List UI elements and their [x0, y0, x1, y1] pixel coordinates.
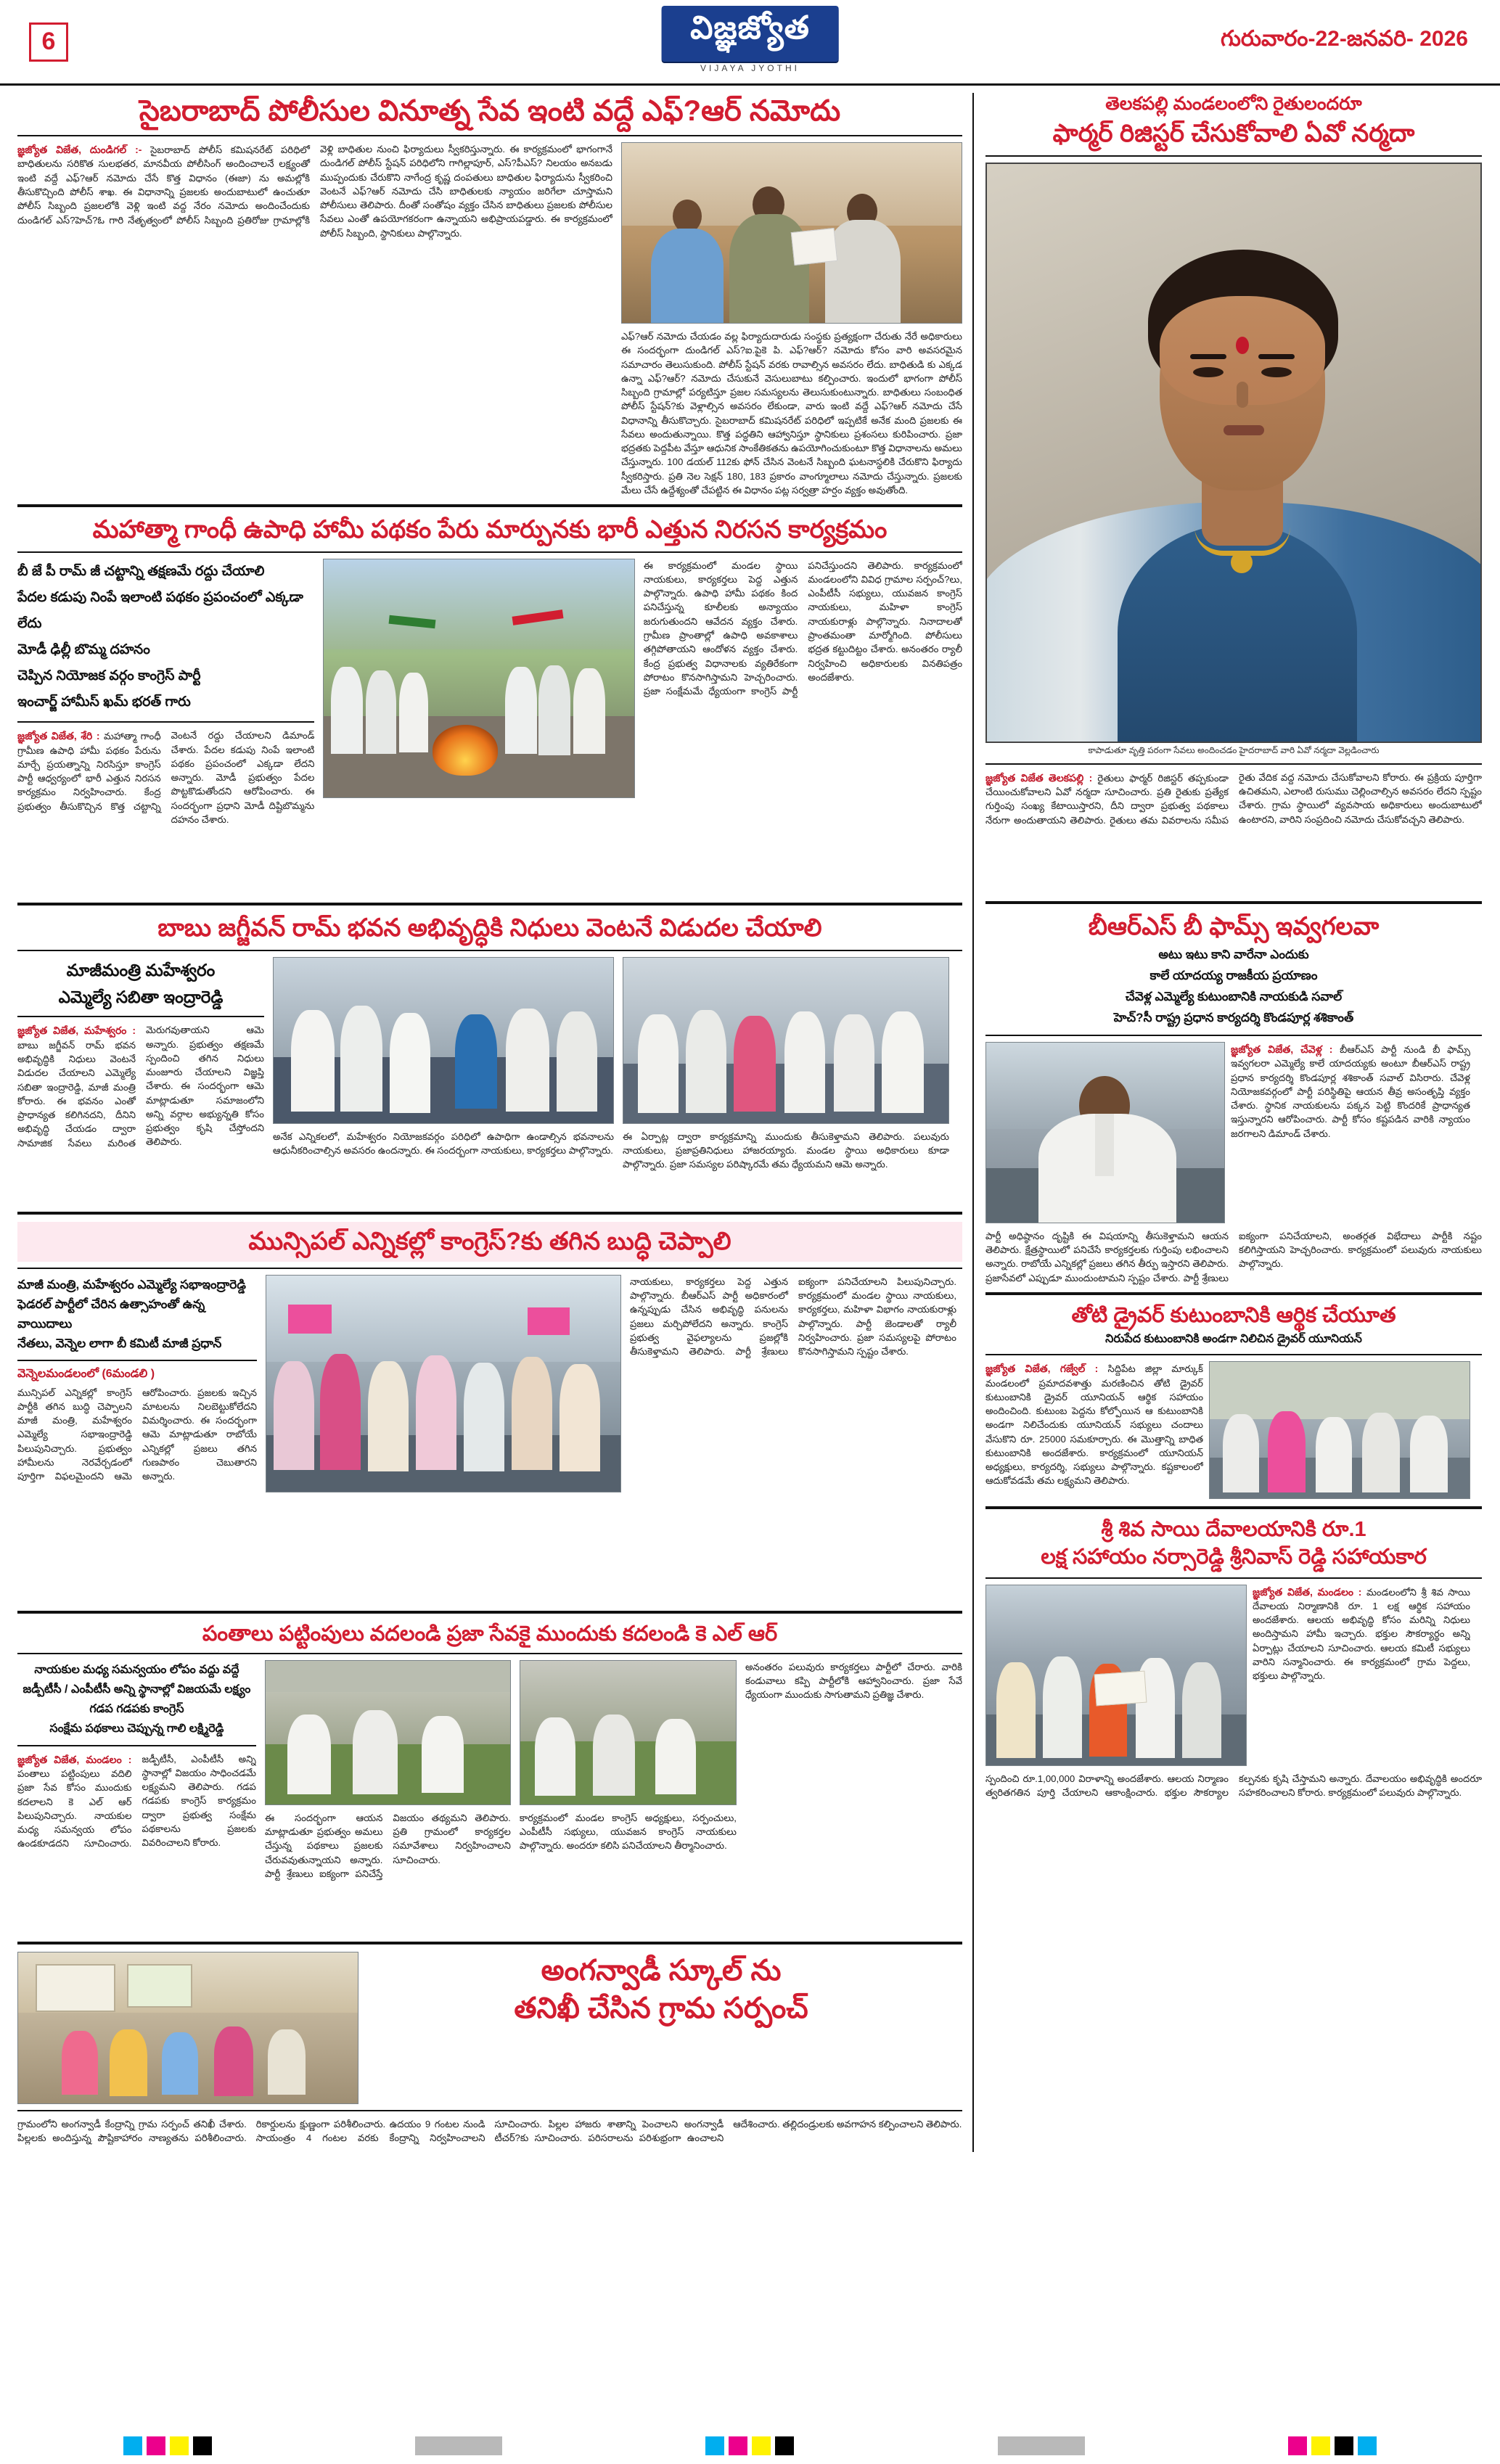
cb-cyan [123, 2436, 142, 2455]
colorbar-group-3 [1288, 2436, 1377, 2455]
colorbar-group-1 [123, 2436, 212, 2455]
logo-badge-text: విజ్ఞజ్యోత [661, 6, 839, 62]
r2-byline: జ్ఞజ్యోత విజేత, చేవెళ్ల : [1231, 1043, 1333, 1055]
page-number: 6 [29, 22, 68, 62]
article2-photo [323, 559, 634, 798]
article2-point-1: పేదల కడుపు నింపే ఇలాంటి పథకం ప్రపంచంలో ఎక్కడా లేదు [17, 589, 303, 631]
print-registration-bars [0, 2436, 1500, 2455]
article3-body: బాబు జగ్జీవన్ రామ్ భవన అభివృద్ధికి నిధులు వెంటనే విడుదల చేయాలని ఎమ్మెల్యే సబితా ఇంద్రారెడ్డి, మాజీ మంత్రి కోరారు. ఈ భవనం ఎంతో ప్రాధాన్యత కలిగినదని, దీనిని అభివృద్ధి చేయడం ద్వారా సామాజిక సేవలు మరింత మెరుగవుతాయని ఆమె అన్నారు. ప్రభుత్వం తక్షణమే స్పందించి తగిన నిధులు మంజూరు చేయాలని విజ్ఞప్తి చేశారు. ఈ సందర్భంగా ఆమె మాట్లాడుతూ సమాజంలోని అన్ని వర్గాల అభ్యున్నతి కోసం ప్రభుత్వం కృషి చేస్తోందని తెలిపారు. [17, 1024, 264, 1149]
article3-body3: ఈ ఏర్పాట్ల ద్వారా కార్యక్రమాన్ని ముందుకు తీసుకెళ్తామని తెలిపారు. పలువురు నాయకులు, ప్రజాప్రతినిధులు హాజరయ్యారు. మండల స్థాయి అధికారులు కూడా పాల్గొన్నారు. ప్రజా సమస్యల పరిష్కారమే తమ ధ్యేయమని ఆమె అన్నారు. [623, 1130, 949, 1170]
r2-sub1: అటు ఇటు కాని వారేనా ఎందుకు [1158, 948, 1309, 962]
page-content [0, 86, 1500, 2152]
r3-byline: జ్ఞజ్యోత విజేత, గజ్వేల్ : [985, 1363, 1099, 1375]
r1-caption: కాపాడుతూ వృత్తి పరంగా సేవలు అందించడం హైదరాబాద్ వారి ఏవో నర్మదా వెల్లడించారు [1088, 744, 1380, 755]
article5-sub4: సంక్షేమ పథకాలు చెప్పున్న గాలి లక్ష్మిరెడ్డి [49, 1722, 224, 1736]
article2-body: మహాత్మా గాంధీ గ్రామీణ ఉపాధి హామీ పథకం పేరును మార్చే ప్రయత్నాన్ని నిరసిస్తూ కాంగ్రెస్ పార్టీ ఆధ్వర్యంలో భారీ ఎత్తున నిరసన కార్యక్రమం నిర్వహించారు. కేంద్ర ప్రభుత్వం తీసుకొచ్చిన కొత్త చట్టాన్ని వెంటనే రద్దు చేయాలని డిమాండ్ చేశారు. పేదల కడుపు నింపే ఇలాంటి పథకం ప్రపంచంలో ఎక్కడా లేదని అన్నారు. మోడీ ప్రభుత్వం పేదల పొట్టకొడుతోందని ఆరోపించారు. ఈ సందర్భంగా ప్రధాని మోడీ దిష్టిబొమ్మను దహనం చేశారు. [17, 730, 315, 825]
logo-subtitle: VIJAYA JYOTHI [700, 63, 800, 73]
article-anganwadi-inspection [17, 1952, 962, 2145]
article6-headline-line1: అంగన్వాడీ స్కూల్ ను [541, 1954, 782, 1987]
article5-body: పంతాలు పట్టింపులు వదిలి ప్రజా సేవ కోసం ముందుకు కదలాలని కె ఎల్ ఆర్ పిలుపునిచ్చారు. నాయకుల మధ్య సమన్వయ లోపం ఉండకూడదని సూచించారు. జడ్పీటీసీ, ఎంపీటీసీ అన్ని స్థానాల్లో విజయం సాధించడమే లక్ష్యమని తెలిపారు. గడప గడపకు కాంగ్రెస్ కార్యక్రమం ద్వారా ప్రభుత్వ సంక్షేమ పథకాలను ప్రజలకు వివరించాలని కోరారు. [17, 1753, 256, 1849]
article1-body: సైబరాబాద్ పోలీస్ కమిషనరేట్ పరిధిలో బాధితులను సరికొత సులభతర, మానవీయ పోలీసింగ్ అందించాలనే లక్ష్యంతో ఇంటి వద్దే ఎఫ్?ఆర్ నమోదు చేసే కొత్త విధానం (ఈజా) ను అమల్లోకి తీసుకొచ్చింది పోలీస్ శాఖ. ఈ విధానాన్ని ప్రజలకు అందుబాటులో ఉంచుతూ పోలీస్ సిబ్బంది ప్రజలలోకి వెళ్లి ఇంటి వద్ద నేరం నమోదు అందించేందుకు దుండిగల్ ఎస్?హెచ్?ఓ గారి నేతృత్వంలో పోలీస్ సిబ్బంది ప్రతిరోజు గ్రామాల్లోకి వెళ్లి బాధితుల నుంచి ఫిర్యాదులు స్వీకరిస్తున్నారు. ఈ కార్యక్రమంలో భాగంగానే దుండిగల్ పోలీస్ స్టేషన్ పరిధిలోని గాగిల్లాపూర్, ఎస్?పీఎస్? నిలయం అనబడు ముప్పందుకు చేరుకొని నాగేంద్ర కృష్ణ దంపతులు బాధితుల ఫిర్యాదును స్వీకరించి వెంటనే ఎఫ్?ఆర్ నమోదు చేసి బాధితులకు న్యాయం జరిగేలా చూస్తామని పోలీసులు తెలిపారు. దీంతో సంతోషం వ్యక్తం చేసిన బాధితులు ప్రజలకు పోలీసుల సేవలు ఎంతో ఉపయోగకరంగా ఉన్నాయని అభిప్రాయపడ్డారు. ఈ కార్యక్రమంలో పోలీస్ సిబ్బంది, స్థానికులు పాల్గొన్నారు. [17, 144, 612, 239]
r2-headline: బీఆర్ఎస్ బీ ఫామ్స్ ఇవ్వగలవా [1088, 912, 1380, 940]
article5-sub3: గడప గడపకు కాంగ్రెస్ [89, 1703, 184, 1716]
article-farmer-register [985, 93, 1482, 894]
r4-headline-line1: శ్రీ శివ సాయి దేవాలయానికి రూ.1 [1101, 1518, 1366, 1542]
article5-sub1: నాయకుల మధ్య సమన్వయం లోపం వద్దు వద్దే [34, 1663, 239, 1676]
article2-point-4: ఇంచార్జ్ హామీస్ ఖమ్ భరత్ గారు [17, 694, 191, 710]
cb-black-2 [775, 2436, 794, 2455]
article6-headline-line2: తనిఖీ చేసిన గ్రామ సర్పంచ్ [514, 1992, 808, 2024]
masthead [0, 0, 1500, 86]
article5-photo-1 [265, 1660, 511, 1805]
cb-black [193, 2436, 212, 2455]
colorbar-gray-1 [415, 2436, 502, 2455]
article3-photo-2 [623, 957, 949, 1124]
r4-photo [985, 1585, 1247, 1766]
r4-body2: స్పందించి రూ.1,00,000 విరాళాన్ని అందజేశారు. ఆలయ నిర్మాణం త్వరితగతిన పూర్తి చేయాలని ఆకాంక్షించారు. భక్తుల సౌకర్యాల కల్పనకు కృషి చేస్తామని అన్నారు. దేవాలయం అభివృద్ధికి అందరూ సహకరించాలని కోరారు. కార్యక్రమంలో పలువురు పాల్గొన్నారు. [985, 1773, 1482, 1798]
article3-photo-1 [273, 957, 614, 1124]
article-driver-family-aid [985, 1302, 1482, 1499]
article2-byline: జ్ఞజ్యోత విజేత, శేరి : [17, 730, 100, 742]
left-column [17, 93, 974, 2152]
colorbar-group-2 [705, 2436, 794, 2455]
cb-yellow [170, 2436, 189, 2455]
article3-byline: జ్ఞజ్యోత విజేత, మహేశ్వరం : [17, 1024, 136, 1037]
article5-photo-2 [520, 1660, 737, 1805]
r3-photo [1209, 1361, 1470, 1499]
article6-body: గ్రామంలోని అంగన్వాడీ కేంద్రాన్ని గ్రామ సర్పంచ్ తనిఖీ చేశారు. పిల్లలకు అందిస్తున్న పౌష్టికాహారం నాణ్యతను పరిశీలించారు. రికార్డులను క్షుణ్ణంగా పరిశీలించారు. ఉదయం 9 గంటల నుండి సాయంత్రం 4 గంటల వరకు కేంద్రాన్ని నిర్వహించాలని సూచించారు. పిల్లల హాజరు శాతాన్ని పెంచాలని అంగన్వాడీ టీచర్?కు సూచించారు. పరిసరాలను పరిశుభ్రంగా ఉంచాలని ఆదేశించారు. తల్లిదండ్రులకు అవగాహన కల్పించాలని తెలిపారు. [17, 2118, 962, 2144]
article6-photo [17, 1952, 358, 2104]
article1-byline: జ్ఞజ్యోత విజేత, దుండిగల్ :- [17, 144, 142, 155]
article2-point-3: చెప్పిన నియోజక వర్గం కాంగ్రెస్ పార్టీ [17, 668, 201, 684]
r3-body: సిద్దిపేట జిల్లా మార్కుక్ మండలంలో ప్రమాదవశాత్తు మరణించిన తోటి డ్రైవర్ కుటుంబానికి డ్రైవర్ యూనియన్ ఆర్థిక సహాయం అందించింది. కుటుంబ పెద్దను కోల్పోయిన ఆ కుటుంబానికి అండగా నిలిచేందుకు యూనియన్ సభ్యులు చందాలు వేసుకొని రూ. 25000 సమకూర్చారు. ఈ మొత్తాన్ని బాధిత కుటుంబానికి అందజేశారు. కార్యక్రమంలో యూనియన్ అధ్యక్షులు, కార్యదర్శి, సభ్యులు పాల్గొన్నారు. కష్టకాలంలో ఆదుకోవడమే తమ లక్ష్యమని తెలిపారు. [985, 1363, 1203, 1487]
colorbar-gray-2 [998, 2436, 1085, 2455]
article2-body3: కార్యక్రమంలో మండలంలోని వివిధ గ్రామాల సర్పంచ్?లు, ఎంపీటీసీ సభ్యులు, యువజన కాంగ్రెస్ నాయకులు, మహిళా కాంగ్రెస్ నాయకురాళ్లు పాల్గొన్నారు. నినాదాలతో ప్రాంతమంతా మార్మోగింది. పోలీసులు భద్రత కట్టుదిట్టం చేశారు. అనంతరం ర్యాలీ నిర్వహించి అధికారులకు వినతిపత్రం అందజేశారు. [808, 559, 962, 683]
article5-body4: అనంతరం పలువురు కార్యకర్తలు పార్టీలో చేరారు. వారికి కండువాలు కప్పి పార్టీలోకి ఆహ్వానించారు. ప్రజా సేవే ధ్యేయంగా ముందుకు సాగుతామని ప్రతిజ్ఞ చేశారు. [745, 1661, 962, 1701]
r2-sub4: హెచ్?సీ రాష్ట్ర ప్రధాన కార్యదర్శి కొండపూర్ల శశికాంత్ [1113, 1010, 1354, 1024]
cb-magenta-3 [1288, 2436, 1307, 2455]
article-temple-donation [985, 1516, 1482, 1799]
r1-portrait-photo [985, 163, 1482, 743]
article-municipal-elections [17, 1222, 962, 1603]
article4-byline2: వెన్నెలమండలంలో (6మండలి ) [17, 1367, 155, 1380]
r2-body: బీఆర్ఎస్ పార్టీ నుండి బీ ఫామ్స్ ఇవ్వగలరా ఎమ్మెల్యే కాలే యాదయ్యకు అంటూ బీఆర్ఎస్ రాష్ట్ర ప్రధాన కార్యదర్శి కొండపూర్ల శశికాంత్ సవాల్ విసిరారు. చేవెళ్ల నియోజకవర్గంలో పార్టీ పరిస్థితిపై ఆయన తీవ్ర అసంతృప్తి వ్యక్తం చేశారు. స్థానిక నాయకులను పక్కన పెట్టి కొందరికే ప్రాధాన్యత ఇస్తున్నారని ఆరోపించారు. పార్టీ కోసం కష్టపడిన వారికి న్యాయం జరగాలని డిమాండ్ చేశారు. [1231, 1043, 1470, 1139]
article2-point-2: మోడీ ఢిల్లీ బొమ్మ దహనం [17, 641, 150, 657]
article5-sub2: జడ్పీటీసీ / ఎంపీటీసీ అన్ని స్థానాల్లో విజయమే లక్ష్యం [22, 1683, 251, 1696]
r1-kicker: తెలకపల్లి మండలంలోని రైతులందరూ [1105, 94, 1362, 114]
article3-sub1: మాజీమంత్రి మహేశ్వరం [66, 960, 216, 980]
article-klr-public-service [17, 1621, 962, 1934]
cb-cyan-3 [1358, 2436, 1377, 2455]
r4-body: మండలంలోని శ్రీ శివ సాయి దేవాలయ నిర్మాణానికి రూ. 1 లక్ష ఆర్థిక సహాయం అందజేశారు. ఆలయ అభివృద్ధి కోసం మరిన్ని నిధులు అందిస్తామని హామీ ఇచ్చారు. భక్తుల సౌకర్యార్థం అన్ని ఏర్పాట్లు చేయాలని సూచించారు. ఆలయ కమిటీ సభ్యులు వారిని సన్మానించారు. ఈ కార్యక్రమంలో గ్రామ పెద్దలు, భక్తులు పాల్గొన్నారు. [1253, 1586, 1470, 1682]
issue-date: గురువారం-22-జనవరి- 2026 [1220, 27, 1468, 51]
r3-sub1: నిరుపేద కుటుంబానికి అండగా నిలిచిన డ్రైవర్ యూనియన్ [1105, 1333, 1362, 1346]
r4-headline-line2: లక్ష సహాయం నర్సారెడ్డి శ్రీనివాస్ రెడ్డి సహాయకార [1041, 1545, 1427, 1569]
article5-body2: ఈ సందర్భంగా ఆయన మాట్లాడుతూ ప్రభుత్వం అమలు చేస్తున్న పథకాలు ప్రజలకు చేరువవుతున్నాయని అన్నారు. పార్టీ శ్రేణులు ఐక్యంగా పనిచేస్తే విజయం తథ్యమని తెలిపారు. ప్రతి గ్రామంలో కార్యకర్తల సమావేశాలు నిర్వహించాలని సూచించారు. [264, 1812, 511, 1879]
r2-body3: పార్టీ శ్రేణులు ఐక్యంగా పనిచేయాలని, అంతర్గత విభేదాలు పార్టీకి నష్టం కలిగిస్తాయని హెచ్చరించారు. కార్యక్రమంలో పలువురు నాయకులు పాల్గొన్నారు. [1183, 1230, 1482, 1284]
article2-headline: మహాత్మా గాంధీ ఉపాధి హామీ పథకం పేరు మార్పునకు భారీ ఎత్తున నిరసన కార్యక్రమం [92, 516, 888, 544]
article3-body2: అనేక ఎన్నికలలో, మహేశ్వరం నియోజకవర్గం పరిధిలో ఉపాధిగా ఉండాల్సిన భవనాలను ఆధునీకరించాల్సిన అవసరం ఉందన్నారు. ఈ సందర్భంగా నాయకులు, కార్యకర్తలు పాల్గొన్నారు. [273, 1130, 614, 1157]
cb-magenta [147, 2436, 165, 2455]
article3-sub2: ఎమ్మెల్యే సబితా ఇంద్రారెడ్డి [58, 987, 224, 1006]
article4-sub2: ఫెడరల్ పార్టీలో చేరిన ఉత్సాహంతో ఉన్న వాయిదాలు [17, 1297, 205, 1331]
article-jagjivan-ram-bhavan [17, 913, 962, 1204]
cb-cyan-2 [705, 2436, 724, 2455]
article4-body3: కార్యక్రమంలో మండల స్థాయి నాయకులు, కార్యకర్తలు, మహిళా విభాగం నాయకురాళ్లు పాల్గొన్నారు. పార్టీ జెండాలతో ర్యాలీ నిర్వహించారు. ప్రజా సమస్యలపై పోరాటం కొనసాగిస్తామని స్పష్టం చేశారు. [798, 1290, 956, 1358]
article4-headline: మున్సిపల్ ఎన్నికల్లో కాంగ్రెస్?కు తగిన బుద్ధి చెప్పాలి [17, 1222, 962, 1262]
r4-byline: జ్ఞజ్యోత విజేత, మండలం : [1253, 1585, 1362, 1598]
article5-headline: పంతాలు పట్టింపులు వదలండి ప్రజా సేవకై ముందుకు కదలండి కె ఎల్ ఆర్ [202, 1622, 778, 1646]
article5-body3: కార్యక్రమంలో మండల కాంగ్రెస్ అధ్యక్షులు, సర్పంచులు, ఎంపీటీసీ సభ్యులు, యువజన కాంగ్రెస్ నాయకులు పాల్గొన్నారు. అందరూ కలిసి పనిచేయాలని తీర్మానించారు. [519, 1812, 737, 1852]
article4-sub1: మాజీ మంత్రి, మహేశ్వరం ఎమ్మెల్యే సభాఇంద్రారెడ్డి [17, 1277, 246, 1291]
publication-logo [661, 6, 839, 73]
article-mgnrega-protest [17, 514, 962, 895]
r2-sub3: చేవెళ్ల ఎమ్మెల్యే కుటుంబానికి నాయకుడి సవాల్ [1125, 990, 1343, 1004]
article1-body-cont: ఎఫ్?ఆర్ నమోదు చేయడం వల్ల ఫిర్యాదుదారుడు సంస్థకు ప్రత్యక్షంగా చేరుతు నేరే అధికారులు ఈ సందర్భంగా దుండిగల్ ఎస్?ఐ.పైకె పి. ఎఫ్?ఆర్? నమోదు కోసం వారి అవసరమైన సమాచారం తెలుసుకుంది. పోలీస్ స్టేషన్ వరకు రావాల్సిన అవసరం లేదు. బాధితుడి కు ఎక్కడ ఉన్నా ఎఫ్?ఆర్? నమోదు చేసుకునే వెసులుబాటు కల్పించారు. ఇందులో భాగంగా పోలీస్ సిబ్బంది గ్రామాల్లో పర్యటిస్తూ ప్రజల సమస్యలను తెలుసుకుంటున్నారు. బాధితులు సంబంధిత పోలీస్ స్టేషన్?కు వెళ్లాల్సిన అవసరం లేకుండా, వారు ఇంటి వద్దే ఎఫ్?ఆర్ నమోదు చేసే విధానాన్ని తీసుకొచ్చారు. సైబరాబాద్ కమిషనరేట్ పరిధిలో ఇప్పటికే అనేక మంది ప్రజలకు ఈ సేవలు అందుతున్నాయి. కొత్త పద్ధతిని ఆహ్వానిస్తూ స్థానికులు ప్రశంసలు కురిపించారు. ప్రజా భద్రతకు పెద్దపీట వేస్తూ ఆధునిక సాంకేతికతను ఉపయోగించుకుంటూ కొత్త విధానాలను అమలు చేస్తున్నారు. 100 డయల్ 112కు ఫోన్ చేసిన వెంటనే సిబ్బంది ఘటనాస్థలికి చేరుకొని ఫిర్యాదు స్వీకరిస్తారు. ప్రతి నెల సెక్షన్ 180, 183 ప్రకారం వాంగ్మూలాలు నమోదు చేస్తున్నారు. ప్రజలకు మేలు చేసే ఉద్దేశ్యంతో చేపట్టిన ఈ విధానం పట్ల సర్వత్రా హర్షం వ్యక్తం అవుతోంది. [621, 331, 962, 496]
article3-headline: బాబు జగ్జీవన్ రామ్ భవన అభివృద్ధికి నిధులు వెంటనే విడుదల చేయాలి [157, 914, 822, 943]
article1-headline: సైబరాబాద్ పోలీసుల వినూత్న సేవ ఇంటి వద్దే ఎఫ్?ఆర్ నమోదు [139, 95, 841, 127]
r2-sub2: కాలే యాదయ్య రాజకీయ ప్రయాణం [1149, 969, 1318, 983]
r1-headline: ఫార్మర్ రిజిస్టర్ చేసుకోవాలి ఏవో నర్మదా [1052, 120, 1415, 148]
r2-body2: పార్టీ అధిష్ఠానం దృష్టికి ఈ విషయాన్ని తీసుకెళ్తామని ఆయన తెలిపారు. క్షేత్రస్థాయిలో పనిచేసే కార్యకర్తలకు గుర్తింపు లభించాలని అన్నారు. రాబోయే ఎన్నికల్లో ప్రజలు తగిన తీర్పు ఇస్తారని తెలిపారు. ప్రజాసేవలో ఎప్పుడూ ముందుంటామని స్పష్టం చేశారు. [985, 1230, 1229, 1284]
cb-yellow-3 [1311, 2436, 1330, 2455]
cb-yellow-2 [752, 2436, 771, 2455]
r1-body: రైతులు ఫార్మర్ రిజిస్టర్ తప్పకుండా చేయించుకోవాలని ఏవో నర్మదా సూచించారు. ప్రతి రైతుకు ప్రత్యేక గుర్తింపు సంఖ్య కేటాయిస్తారని, దీని ద్వారా ప్రభుత్వ పథకాలు నేరుగా అందుతాయని తెలిపారు. రైతులు తమ వివరాలను సమీప రైతు వేదిక వద్ద నమోదు చేసుకోవాలని కోరారు. ఈ ప్రక్రియ పూర్తిగా ఉచితమని, ఎలాంటి రుసుము చెల్లించాల్సిన అవసరం లేదని స్పష్టం చేశారు. గ్రామ స్థాయిలో వ్యవసాయ అధికారులు అందుబాటులో ఉంటారని, వారిని సంప్రదించి నమోదు చేసుకోవచ్చని తెలిపారు. [985, 771, 1482, 826]
r1-byline: జ్ఞజ్యోత విజేత తెలకపల్లి : [985, 771, 1093, 784]
r3-headline: తోటి డ్రైవర్ కుటుంబానికి ఆర్థిక చేయూత [1071, 1303, 1396, 1327]
article-cyberabad-police [17, 93, 962, 497]
cb-black-3 [1335, 2436, 1353, 2455]
r2-photo [985, 1042, 1225, 1223]
right-column [974, 93, 1482, 2152]
article2-point-0: బీ జే పీ రామ్ జీ చట్టాన్ని తక్షణమే రద్దు చేయాలి [17, 563, 265, 579]
article4-body2: నాయకులు, కార్యకర్తలు పెద్ద ఎత్తున పాల్గొన్నారు. బీఆర్ఎస్ పార్టీ అధికారంలో ఉన్నప్పుడు చేసిన అభివృద్ధి పనులను ప్రజలు మర్చిపోలేదని అన్నారు. కాంగ్రెస్ ప్రభుత్వ వైఫల్యాలను ప్రజల్లోకి తీసుకెళ్తామని తెలిపారు. పార్టీ శ్రేణులు ఐక్యంగా పనిచేయాలని పిలుపునిచ్చారు. [630, 1276, 956, 1358]
article5-byline: జ్ఞజ్యోత విజేత, మండలం : [17, 1753, 132, 1765]
article-brs-b-forms [985, 911, 1482, 1285]
article1-photo [621, 142, 962, 324]
article4-photo [266, 1275, 621, 1492]
article4-sub3: నేతలు, వెన్నెల లాగా బీ కమిటీ మాజీ ప్రధాన్ [17, 1336, 222, 1351]
cb-magenta-2 [729, 2436, 747, 2455]
article4-body: మున్సిపల్ ఎన్నికల్లో కాంగ్రెస్ పార్టీకి తగిన బుద్ధి చెప్పాలని మాజీ మంత్రి, మహేశ్వరం ఎమ్మెల్యే సభాఇంద్రారెడ్డి పిలుపునిచ్చారు. ప్రభుత్వం హామీలను నెరవేర్చడంలో పూర్తిగా విఫలమైందని ఆమె ఆరోపించారు. ప్రజలకు ఇచ్చిన మాటలను నిలబెట్టుకోలేదని విమర్శించారు. ఈ సందర్భంగా ఆమె మాట్లాడుతూ రాబోయే ఎన్నికల్లో ప్రజలు తగిన గుణపాఠం చెబుతారని అన్నారు. [17, 1387, 257, 1482]
article2-body2: ఈ కార్యక్రమంలో మండల స్థాయి నాయకులు, కార్యకర్తలు పెద్ద ఎత్తున పాల్గొన్నారు. ఉపాధి హామీ పథకం కింద పనిచేస్తున్న కూలీలకు అన్యాయం జరుగుతుందని ఆవేదన వ్యక్తం చేశారు. గ్రామీణ ప్రాంతాల్లో ఉపాధి అవకాశాలు తగ్గిపోతాయని ఆందోళన వ్యక్తం చేశారు. కేంద్ర ప్రభుత్వ విధానాలకు వ్యతిరేకంగా పోరాటం కొనసాగిస్తామని హెచ్చరించారు. ప్రజా సంక్షేమమే ధ్యేయంగా కాంగ్రెస్ పార్టీ పనిచేస్తుందని తెలిపారు. [643, 559, 904, 697]
